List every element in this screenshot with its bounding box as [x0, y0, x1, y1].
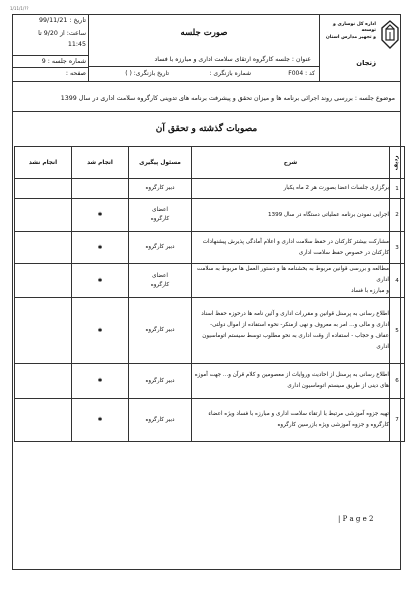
- description-line: اداری: [376, 343, 389, 350]
- description-line: و مبارزه با فساد: [351, 288, 389, 294]
- row-number: 5: [390, 298, 405, 364]
- time-value: 9/20 تا: [38, 30, 58, 37]
- description-line: اداری و مالی و... امر به معروف و نهی ازمنکر- نحوه استفاده از اموال دولتی-: [210, 321, 389, 328]
- document-header: [12, 14, 401, 82]
- row-not-done-mark: [15, 399, 72, 442]
- column-header-description: شرح: [192, 147, 390, 179]
- row-responsible: [129, 232, 192, 264]
- row-number: 2: [390, 199, 405, 232]
- row-responsible: [129, 199, 192, 232]
- meeting-topic: موضوع جلسه : بررسی روند اجرائی برنامه ها و میزان تحقق و پیشرفت برنامه های تدوینی کارگروه سلامت اداری در سال 1399: [60, 95, 395, 102]
- row-not-done-mark: [15, 232, 72, 264]
- table-row: [15, 399, 405, 442]
- form-code: کد : F004: [288, 70, 315, 77]
- responsible-line: دبیر کارگروه: [145, 416, 175, 423]
- row-description: [192, 264, 390, 298]
- description-line: کارگروه و جزوه آموزشی ویژه بازرسین کارگروه: [277, 422, 389, 428]
- row-done-mark: ✱: [72, 399, 129, 442]
- responsible-line: کارگروه: [150, 281, 170, 288]
- row-done-mark: ✱: [72, 298, 129, 364]
- table-row: [15, 199, 405, 232]
- organization-name-line: اداره کل نوسازی و توسعه: [333, 22, 376, 34]
- responsible-line: دبیر کارگروه: [145, 327, 175, 333]
- meeting-subject: عنوان : جلسه کارگروه ارتقای سلامت اداری و مبارزه با فساد: [154, 56, 311, 63]
- divider: [12, 111, 401, 112]
- description-line: کارکنان در خصوص حفظ سلامت اداری: [298, 249, 389, 256]
- row-description: [192, 364, 390, 399]
- table-row: [15, 179, 405, 199]
- row-number: 7: [390, 399, 405, 442]
- column-header-responsible: مسئول پیگیری: [129, 147, 192, 179]
- session-number: شماره جلسه : 9: [12, 55, 89, 68]
- time-label: ساعت: از: [59, 30, 86, 37]
- organization-name-line: و تجهیز مدارس استان: [325, 34, 376, 40]
- column-header-not-done: انجام نشد: [15, 147, 72, 179]
- responsible-line: اعضای: [152, 272, 168, 279]
- row-done-mark: ✱: [72, 199, 129, 232]
- row-not-done-mark: [15, 364, 72, 399]
- row-not-done-mark: [15, 199, 72, 232]
- table-row: [15, 298, 405, 364]
- row-done-mark: ✱: [72, 364, 129, 399]
- section-title: مصوبات گذشته و تحقق آن: [155, 124, 258, 134]
- description-line: مشارکت بیشتر کارکنان در حفظ سلامت اداری و اعلام آمادگی پذیرش پیشنهادات: [202, 238, 389, 245]
- organization-name: [318, 22, 376, 41]
- organization-city: زنجان: [356, 59, 376, 67]
- row-not-done-mark: [15, 179, 72, 199]
- description-line: تهیه جزوه آموزشی مرتبط با ارتقاء سلامت اداری و مبارزه با فساد ویژه اعضاء: [208, 411, 389, 417]
- row-responsible: [129, 364, 192, 399]
- revision-number: شماره بازنگری :: [209, 70, 251, 77]
- date-value: 99/11/21: [39, 17, 68, 24]
- page-footer: | P a g e 2: [338, 515, 374, 523]
- responsible-line: دبیر کارگروه: [145, 377, 175, 384]
- responsible-line: اعضای: [152, 207, 168, 213]
- row-not-done-mark: [15, 264, 72, 298]
- row-description: [192, 232, 390, 264]
- date-row: [12, 17, 89, 24]
- time-row: [12, 30, 89, 37]
- column-header-label: ردیف: [393, 155, 400, 170]
- row-responsible: [129, 399, 192, 442]
- page-title: صورت جلسه: [180, 28, 228, 38]
- row-done-mark: [72, 179, 129, 199]
- row-not-done-mark: [15, 298, 72, 364]
- row-number: 6: [390, 364, 405, 399]
- header-title-block: [89, 14, 319, 82]
- table-row: [15, 264, 405, 298]
- scan-mark: 1/11/1/??: [10, 6, 29, 11]
- description-line: های دینی از طریق سیستم اتوماسیون اداری: [287, 383, 389, 389]
- page-label: صفحه :: [12, 67, 89, 82]
- organization-logo-icon: [380, 20, 400, 50]
- row-number: 3: [390, 232, 405, 264]
- row-description: [192, 399, 390, 442]
- table-row: [15, 232, 405, 264]
- row-responsible: [129, 264, 192, 298]
- responsible-line: کارگروه: [150, 216, 170, 222]
- row-number: 4: [390, 264, 405, 298]
- revision-date: تاریخ بازنگری: ( ): [125, 70, 169, 77]
- row-responsible: [129, 298, 192, 364]
- responsible-line: دبیر کارگروه: [145, 244, 175, 250]
- table-row: [15, 364, 405, 399]
- date-label: تاریخ :: [69, 17, 86, 24]
- header-meta: [12, 14, 89, 82]
- table-header-row: [15, 147, 405, 179]
- resolutions-table: [14, 146, 405, 442]
- responsible-line: دبیر کارگروه: [145, 185, 175, 191]
- row-description: [192, 298, 390, 364]
- header-codes-row: [89, 66, 319, 83]
- description-line: اطلاع رسانی به پرسنل از احادیث وروایات از معصومین و کلام قرآن و... جهت آموزه: [194, 372, 389, 378]
- row-done-mark: ✱: [72, 232, 129, 264]
- header-organization: [319, 14, 401, 82]
- description-line: برگزاری جلسات اعضا بصورت هر 2 ماه یکبار: [283, 185, 389, 191]
- row-number: 1: [390, 179, 405, 199]
- description-line: عفاف و حجاب - استفاده از وقت اداری به نحو مطلوب توسط سیستم اتوماسیون: [202, 332, 389, 339]
- row-description: [192, 179, 390, 199]
- row-description: [192, 199, 390, 232]
- row-done-mark: ✱: [72, 264, 129, 298]
- row-responsible: [129, 179, 192, 199]
- column-header-num: [390, 147, 405, 179]
- description-line: اجرایی نمودن برنامه عملیاتی دستگاه در سال 1399: [267, 211, 389, 218]
- description-line: مطالعه و بررسی قوانین مربوط به بخشنامه ها و دستور العمل ها مربوط به سلامت اداری: [196, 266, 389, 283]
- time-end: 11:45: [67, 41, 86, 48]
- description-line: اطلاع رسانی به پرسنل قوانین و مقررات اداری و آئین نامه ها درحوزه حفظ اسناد: [201, 310, 389, 317]
- column-header-done: انجام شد: [72, 147, 129, 179]
